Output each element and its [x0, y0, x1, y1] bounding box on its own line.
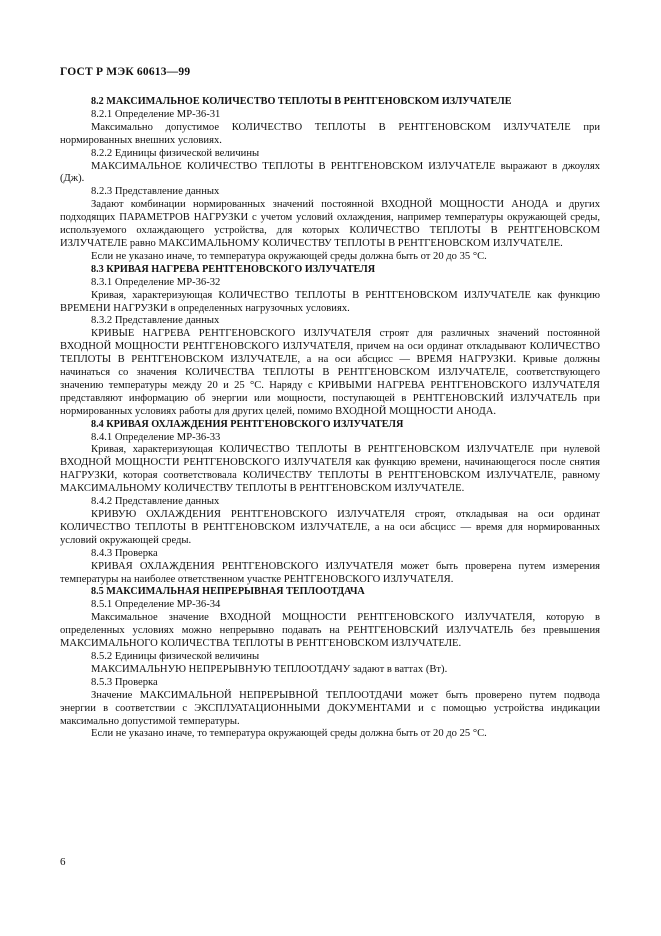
body-paragraph: Значение МАКСИМАЛЬНОЙ НЕПРЕРЫВНОЙ ТЕПЛООТДАЧИ может быть проверено путем подвода энергии в соответствии с ЭКСПЛУАТАЦИОННЫМИ ДОКУМЕНТАМИ и с помощью устройства индикации максимально допустимой температуры.: [60, 689, 600, 727]
section-heading: 8.3 КРИВАЯ НАГРЕВА РЕНТГЕНОВСКОГО ИЗЛУЧАТЕЛЯ: [91, 263, 376, 275]
subsection-title: 8.5.2 Единицы физической величины: [91, 650, 260, 662]
body-paragraph: МАКСИМАЛЬНОЕ КОЛИЧЕСТВО ТЕПЛОТЫ В РЕНТГЕНОВСКОМ ИЗЛУЧАТЕЛЕ выражают в джоулях (Дж).: [60, 160, 600, 185]
body-paragraph: Кривая, характеризующая КОЛИЧЕСТВО ТЕПЛОТЫ В РЕНТГЕНОВСКОМ ИЗЛУЧАТЕЛЕ при нулевой ВХОДНОЙ МОЩНОСТИ РЕНТГЕНОВСКОГО ИЗЛУЧАТЕЛЯ как функцию времени, начинающегося после снятия НАГРУЗКИ, которая соответствовала КОЛИЧЕСТВУ ТЕПЛОТЫ В РЕНТГЕНОВСКОМ ИЗЛУЧАТЕЛЕ, равному МАКСИМАЛЬНОМУ КОЛИЧЕСТВУ ТЕПЛОТЫ В РЕНТГЕНОВСКОМ ИЗЛУЧАТЕЛЕ.: [60, 444, 600, 495]
body-paragraph: Максимально допустимое КОЛИЧЕСТВО ТЕПЛОТЫ В РЕНТГЕНОВСКОМ ИЗЛУЧАТЕЛЕ при нормированных внешних условиях.: [60, 121, 600, 146]
subsection-title: 8.4.2 Представление данных: [91, 496, 220, 508]
body-paragraph: МАКСИМАЛЬНУЮ НЕПРЕРЫВНУЮ ТЕПЛООТДАЧУ задают в ваттах (Вт).: [91, 663, 448, 675]
subsection-title: 8.2.2 Единицы физической величины: [91, 147, 260, 159]
subsection-title: 8.4.1 Определение МР-36-33: [91, 431, 221, 443]
subsection-title: 8.3.1 Определение МР-36-32: [91, 276, 221, 288]
body-paragraph: КРИВАЯ ОХЛАЖДЕНИЯ РЕНТГЕНОВСКОГО ИЗЛУЧАТЕЛЯ может быть проверена путем измерения температуры на наиболее ответственном участке РЕНТГЕНОВСКОГО ИЗЛУЧАТЕЛЯ.: [60, 560, 600, 585]
body-paragraph: Кривая, характеризующая КОЛИЧЕСТВО ТЕПЛОТЫ В РЕНТГЕНОВСКОМ ИЗЛУЧАТЕЛЕ как функцию ВРЕМЕНИ НАГРУЗКИ в определенных нагрузочных условиях.: [60, 289, 600, 314]
body-paragraph: КРИВЫЕ НАГРЕВА РЕНТГЕНОВСКОГО ИЗЛУЧАТЕЛЯ строят для различных значений постоянной ВХОДНОЙ МОЩНОСТИ РЕНТГЕНОВСКОГО ИЗЛУЧАТЕЛЯ, причем на оси ординат откладывают КОЛИЧЕСТВО ТЕПЛОТЫ В РЕНТГЕНОВСКОМ ИЗЛУЧАТЕЛЕ, а на оси абсцисс — ВРЕМЯ НАГРУЗКИ. Кривые должны начинаться со значения КОЛИЧЕСТВА ТЕПЛОТЫ В РЕНТГЕНОВСКОМ ИЗЛУЧАТЕЛЕ, соответствующего значению температуры между 20 и 25 °С. Наряду с КРИВЫМИ НАГРЕВА РЕНТГЕНОВСКОГО ИЗЛУЧАТЕЛЯ представляют информацию об энергии или мощности, поступающей в РЕНТГЕНОВСКИЙ ИЗЛУЧАТЕЛЬ при нормированных условиях работы для других целей, помимо ВХОДНОЙ МОЩНОСТИ АНОДА.: [60, 328, 600, 417]
section-heading: 8.2 МАКСИМАЛЬНОЕ КОЛИЧЕСТВО ТЕПЛОТЫ В РЕНТГЕНОВСКОМ ИЗЛУЧАТЕЛЕ: [91, 96, 512, 107]
body-paragraph: КРИВУЮ ОХЛАЖДЕНИЯ РЕНТГЕНОВСКОГО ИЗЛУЧАТЕЛЯ строят, откладывая на оси ординат КОЛИЧЕСТВО ТЕПЛОТЫ В РЕНТГЕНОВСКОМ ИЗЛУЧАТЕЛЕ, а на оси абсцисс — время для нормированных условий окружающей среды.: [60, 509, 600, 546]
section-heading: 8.5 МАКСИМАЛЬНАЯ НЕПРЕРЫВНАЯ ТЕПЛООТДАЧА: [91, 586, 365, 598]
body-paragraph: Если не указано иначе, то температура окружающей среды должна быть от 20 до 25 °С.: [91, 728, 487, 740]
document-body: [60, 96, 600, 741]
subsection-title: 8.4.3 Проверка: [91, 547, 158, 559]
subsection-title: 8.2.3 Представление данных: [91, 186, 220, 198]
body-paragraph: Задают комбинации нормированных значений постоянной ВХОДНОЙ МОЩНОСТИ АНОДА и других подходящих ПАРАМЕТРОВ НАГРУЗКИ с учетом условий охлаждения, например температуры окружающей среды, используемого охлаждающего устройства, для которых КОЛИЧЕСТВО ТЕПЛОТЫ В РЕНТГЕНОВСКОМ ИЗЛУЧАТЕЛЕ равно МАКСИМАЛЬНОМУ КОЛИЧЕСТВУ ТЕПЛОТЫ В РЕНТГЕНОВСКОМ ИЗЛУЧАТЕЛЕ.: [60, 199, 600, 249]
section-heading: 8.4 КРИВАЯ ОХЛАЖДЕНИЯ РЕНТГЕНОВСКОГО ИЗЛУЧАТЕЛЯ: [91, 418, 404, 430]
subsection-title: 8.2.1 Определение МР-36-31: [91, 108, 221, 120]
subsection-title: 8.5.3 Проверка: [91, 676, 158, 688]
subsection-title: 8.5.1 Определение МР-36-34: [91, 599, 221, 611]
body-paragraph: Если не указано иначе, то температура окружающей среды должна быть от 20 до 35 °С.: [91, 250, 487, 262]
standard-designation: ГОСТ Р МЭК 60613—99: [60, 66, 191, 78]
subsection-title: 8.3.2 Представление данных: [91, 315, 220, 327]
page-number: 6: [60, 856, 66, 868]
body-paragraph: Максимальное значение ВХОДНОЙ МОЩНОСТИ РЕНТГЕНОВСКОГО ИЗЛУЧАТЕЛЯ, которую в определенных условиях можно непрерывно подавать на РЕНТГЕНОВСКИЙ ИЗЛУЧАТЕЛЬ без превышения МАКСИМАЛЬНОГО КОЛИЧЕСТВА ТЕПЛОТЫ В РЕНТГЕНОВСКОМ ИЗЛУЧАТЕЛЕ.: [60, 612, 600, 650]
